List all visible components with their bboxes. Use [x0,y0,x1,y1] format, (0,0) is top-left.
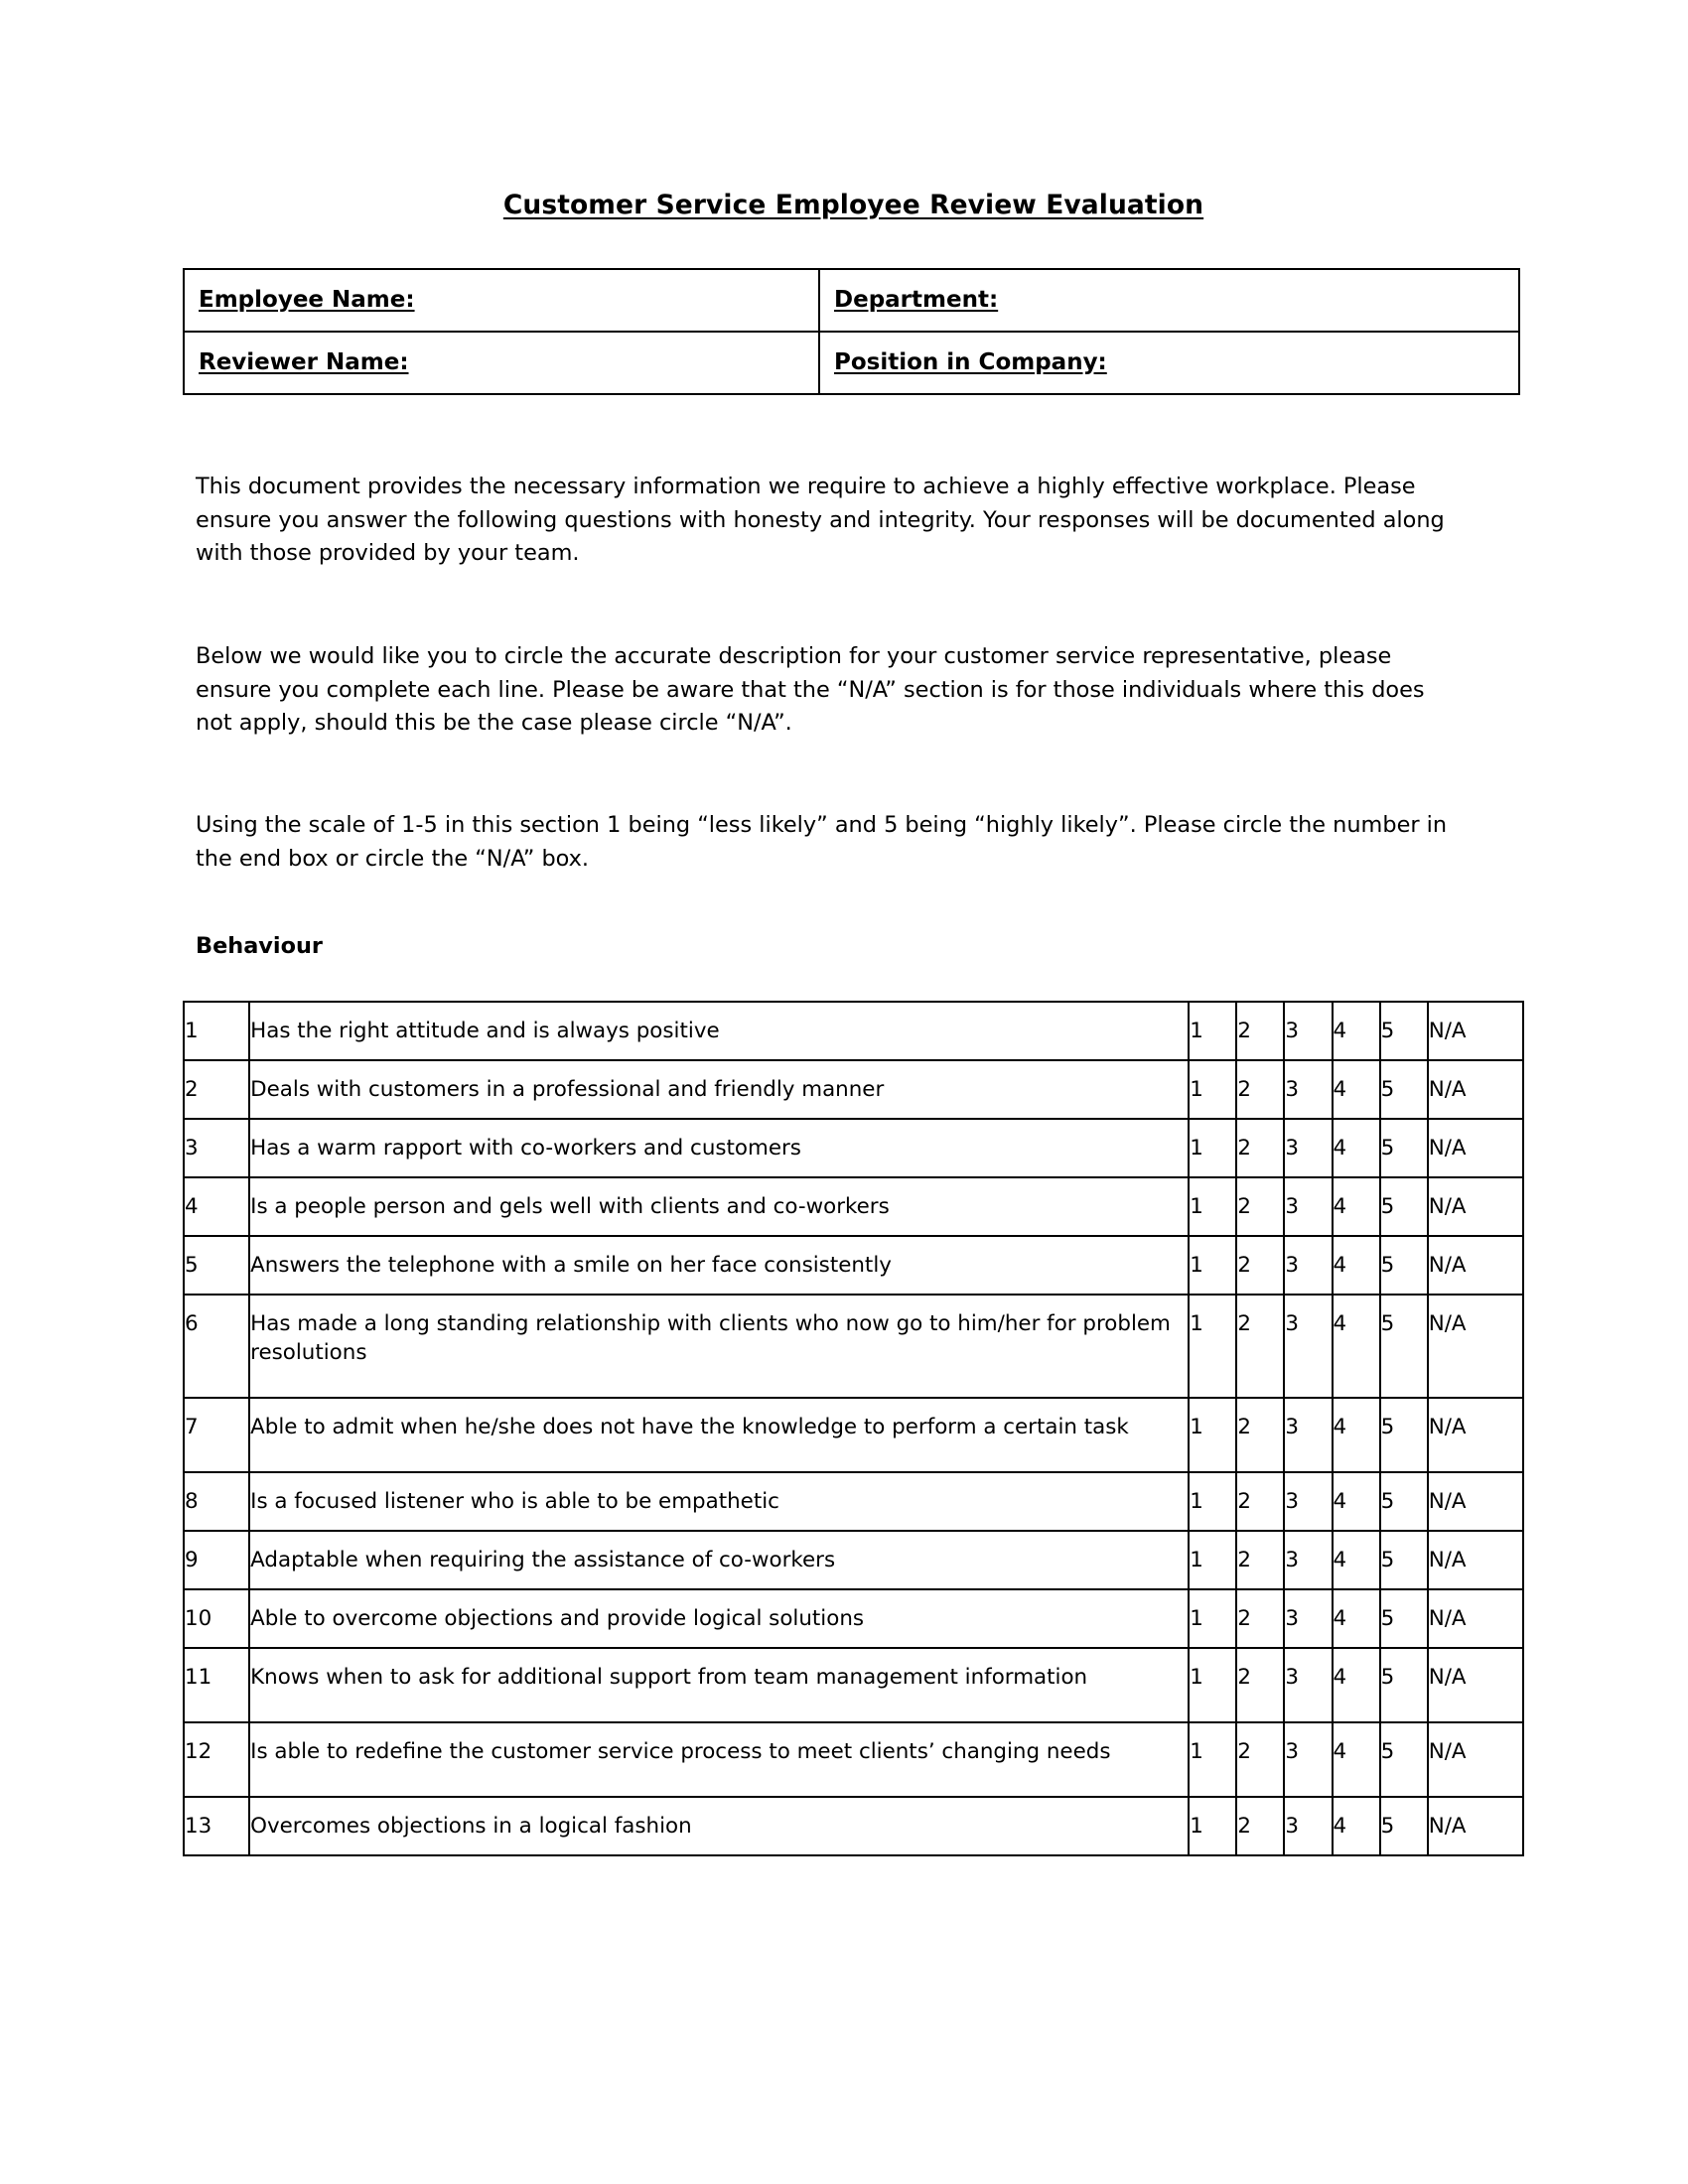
rating-option-1[interactable]: 1 [1189,1119,1236,1177]
rating-option-4[interactable]: 4 [1333,1236,1380,1295]
rating-option-2[interactable]: 2 [1236,1531,1284,1589]
rating-option-3[interactable]: 3 [1284,1648,1332,1722]
rating-option-2[interactable]: 2 [1236,1472,1284,1531]
behaviour-item-number: 7 [184,1398,249,1472]
table-row [184,1797,1523,1855]
rating-option-na[interactable]: N/A [1428,1002,1523,1060]
rating-option-2[interactable]: 2 [1236,1002,1284,1060]
rating-option-5[interactable]: 5 [1380,1797,1428,1855]
behaviour-item-description: Overcomes objections in a logical fashion [249,1797,1189,1855]
rating-option-1[interactable]: 1 [1189,1295,1236,1398]
table-row [184,332,1519,394]
behaviour-item-number: 10 [184,1589,249,1648]
rating-option-2[interactable]: 2 [1236,1398,1284,1472]
rating-option-3[interactable]: 3 [1284,1531,1332,1589]
rating-option-5[interactable]: 5 [1380,1177,1428,1236]
behaviour-item-number: 11 [184,1648,249,1722]
rating-option-2[interactable]: 2 [1236,1119,1284,1177]
rating-option-3[interactable]: 3 [1284,1060,1332,1119]
rating-option-5[interactable]: 5 [1380,1060,1428,1119]
behaviour-item-description: Able to admit when he/she does not have the knowledge to perform a certain task [249,1398,1189,1472]
behaviour-item-description: Knows when to ask for additional support from team management information [249,1648,1189,1722]
rating-option-3[interactable]: 3 [1284,1398,1332,1472]
rating-option-4[interactable]: 4 [1333,1398,1380,1472]
behaviour-item-description: Has the right attitude and is always positive [249,1002,1189,1060]
behaviour-item-description: Deals with customers in a professional and friendly manner [249,1060,1189,1119]
rating-option-1[interactable]: 1 [1189,1060,1236,1119]
behaviour-item-description: Able to overcome objections and provide logical solutions [249,1589,1189,1648]
behaviour-item-number: 1 [184,1002,249,1060]
behaviour-item-number: 12 [184,1722,249,1797]
behaviour-item-number: 6 [184,1295,249,1398]
behaviour-item-number: 9 [184,1531,249,1589]
rating-option-3[interactable]: 3 [1284,1236,1332,1295]
behaviour-item-number: 13 [184,1797,249,1855]
table-row [184,1236,1523,1295]
page-title: Customer Service Employee Review Evaluation [502,190,1204,220]
table-row [184,1398,1523,1472]
rating-option-3[interactable]: 3 [1284,1797,1332,1855]
behaviour-item-number: 5 [184,1236,249,1295]
position-in-company-label: Position in Company: [834,348,1107,375]
rating-option-na[interactable]: N/A [1428,1797,1523,1855]
employee-info-table-body [184,269,1519,394]
rating-option-1[interactable]: 1 [1189,1797,1236,1855]
rating-option-5[interactable]: 5 [1380,1398,1428,1472]
rating-option-4[interactable]: 4 [1333,1177,1380,1236]
rating-option-5[interactable]: 5 [1380,1295,1428,1398]
rating-option-4[interactable]: 4 [1333,1295,1380,1398]
rating-option-3[interactable]: 3 [1284,1119,1332,1177]
behaviour-item-description: Has a warm rapport with co-workers and customers [249,1119,1189,1177]
table-row [184,1472,1523,1531]
rating-option-3[interactable]: 3 [1284,1589,1332,1648]
rating-option-2[interactable]: 2 [1236,1236,1284,1295]
rating-option-4[interactable]: 4 [1333,1797,1380,1855]
rating-option-na[interactable]: N/A [1428,1589,1523,1648]
rating-option-4[interactable]: 4 [1333,1722,1380,1797]
rating-option-na[interactable]: N/A [1428,1295,1523,1398]
rating-option-2[interactable]: 2 [1236,1722,1284,1797]
rating-option-5[interactable]: 5 [1380,1648,1428,1722]
behaviour-item-number: 2 [184,1060,249,1119]
rating-option-1[interactable]: 1 [1189,1589,1236,1648]
behaviour-item-description: Is a people person and gels well with clients and co-workers [249,1177,1189,1236]
behaviour-item-description: Is a focused listener who is able to be empathetic [249,1472,1189,1531]
rating-option-1[interactable]: 1 [1189,1531,1236,1589]
rating-option-5[interactable]: 5 [1380,1002,1428,1060]
rating-option-na[interactable]: N/A [1428,1398,1523,1472]
intro-paragraph: This document provides the necessary information we require to achieve a highly effective workplace. Please ensure you answer the following questions with honesty and integrity. Your responses will be documented along with those provided by your team. [196,474,1445,566]
table-row [184,1060,1523,1119]
table-row [184,1295,1523,1398]
behaviour-item-description: Is able to redefine the customer service process to meet clients’ changing needs [249,1722,1189,1797]
rating-option-1[interactable]: 1 [1189,1472,1236,1531]
table-row [184,1119,1523,1177]
behaviour-item-description: Adaptable when requiring the assistance of co-workers [249,1531,1189,1589]
table-row [184,1531,1523,1589]
rating-option-5[interactable]: 5 [1380,1236,1428,1295]
rating-option-4[interactable]: 4 [1333,1531,1380,1589]
employee-name-cell[interactable] [184,269,819,332]
position-in-company-cell[interactable] [819,332,1519,394]
department-label: Department: [834,286,999,313]
table-row [184,1648,1523,1722]
rating-option-na[interactable]: N/A [1428,1531,1523,1589]
behaviour-rating-table [183,1001,1524,1856]
behaviour-item-number: 8 [184,1472,249,1531]
rating-option-4[interactable]: 4 [1333,1119,1380,1177]
rating-option-5[interactable]: 5 [1380,1722,1428,1797]
rating-option-na[interactable]: N/A [1428,1060,1523,1119]
rating-option-na[interactable]: N/A [1428,1722,1523,1797]
behaviour-item-number: 4 [184,1177,249,1236]
circle-instructions-paragraph: Below we would like you to circle the accurate description for your customer service representative, please ensure you complete each line. Please be aware that the “N/A” section is for those individuals where this does not apply, should this be the case please circle “N/A”. [196,643,1425,736]
rating-option-3[interactable]: 3 [1284,1472,1332,1531]
rating-option-2[interactable]: 2 [1236,1797,1284,1855]
rating-option-3[interactable]: 3 [1284,1002,1332,1060]
rating-option-1[interactable]: 1 [1189,1648,1236,1722]
rating-option-1[interactable]: 1 [1189,1722,1236,1797]
rating-option-4[interactable]: 4 [1333,1648,1380,1722]
table-row [184,1722,1523,1797]
rating-option-5[interactable]: 5 [1380,1472,1428,1531]
rating-option-3[interactable]: 3 [1284,1177,1332,1236]
rating-option-5[interactable]: 5 [1380,1119,1428,1177]
department-cell[interactable] [819,269,1519,332]
rating-option-na[interactable]: N/A [1428,1236,1523,1295]
rating-option-1[interactable]: 1 [1189,1002,1236,1060]
rating-option-4[interactable]: 4 [1333,1589,1380,1648]
rating-option-4[interactable]: 4 [1333,1060,1380,1119]
rating-option-2[interactable]: 2 [1236,1648,1284,1722]
rating-option-2[interactable]: 2 [1236,1060,1284,1119]
rating-option-4[interactable]: 4 [1333,1472,1380,1531]
behaviour-item-number: 3 [184,1119,249,1177]
rating-option-na[interactable]: N/A [1428,1119,1523,1177]
rating-option-2[interactable]: 2 [1236,1295,1284,1398]
rating-option-na[interactable]: N/A [1428,1648,1523,1722]
rating-option-3[interactable]: 3 [1284,1722,1332,1797]
rating-option-1[interactable]: 1 [1189,1177,1236,1236]
rating-option-4[interactable]: 4 [1333,1002,1380,1060]
rating-option-1[interactable]: 1 [1189,1236,1236,1295]
rating-option-5[interactable]: 5 [1380,1589,1428,1648]
behaviour-item-description: Has made a long standing relationship with clients who now go to him/her for problem resolutions [249,1295,1189,1398]
table-row [184,1589,1523,1648]
table-row [184,1177,1523,1236]
rating-option-2[interactable]: 2 [1236,1177,1284,1236]
employee-name-label: Employee Name: [199,286,415,313]
employee-info-table [183,268,1520,395]
scale-instructions-paragraph: Using the scale of 1-5 in this section 1 being “less likely” and 5 being “highly likely”. Please circle the number in the end box or circle the “N/A” box. [196,812,1448,872]
reviewer-name-cell[interactable] [184,332,819,394]
reviewer-name-label: Reviewer Name: [199,348,409,375]
table-row [184,269,1519,332]
rating-option-2[interactable]: 2 [1236,1589,1284,1648]
table-row [184,1002,1523,1060]
rating-option-3[interactable]: 3 [1284,1295,1332,1398]
rating-option-5[interactable]: 5 [1380,1531,1428,1589]
rating-option-na[interactable]: N/A [1428,1177,1523,1236]
behaviour-rating-table-body [184,1002,1523,1855]
rating-option-1[interactable]: 1 [1189,1398,1236,1472]
rating-option-na[interactable]: N/A [1428,1472,1523,1531]
behaviour-item-description: Answers the telephone with a smile on her face consistently [249,1236,1189,1295]
behaviour-section-heading: Behaviour [196,933,323,959]
